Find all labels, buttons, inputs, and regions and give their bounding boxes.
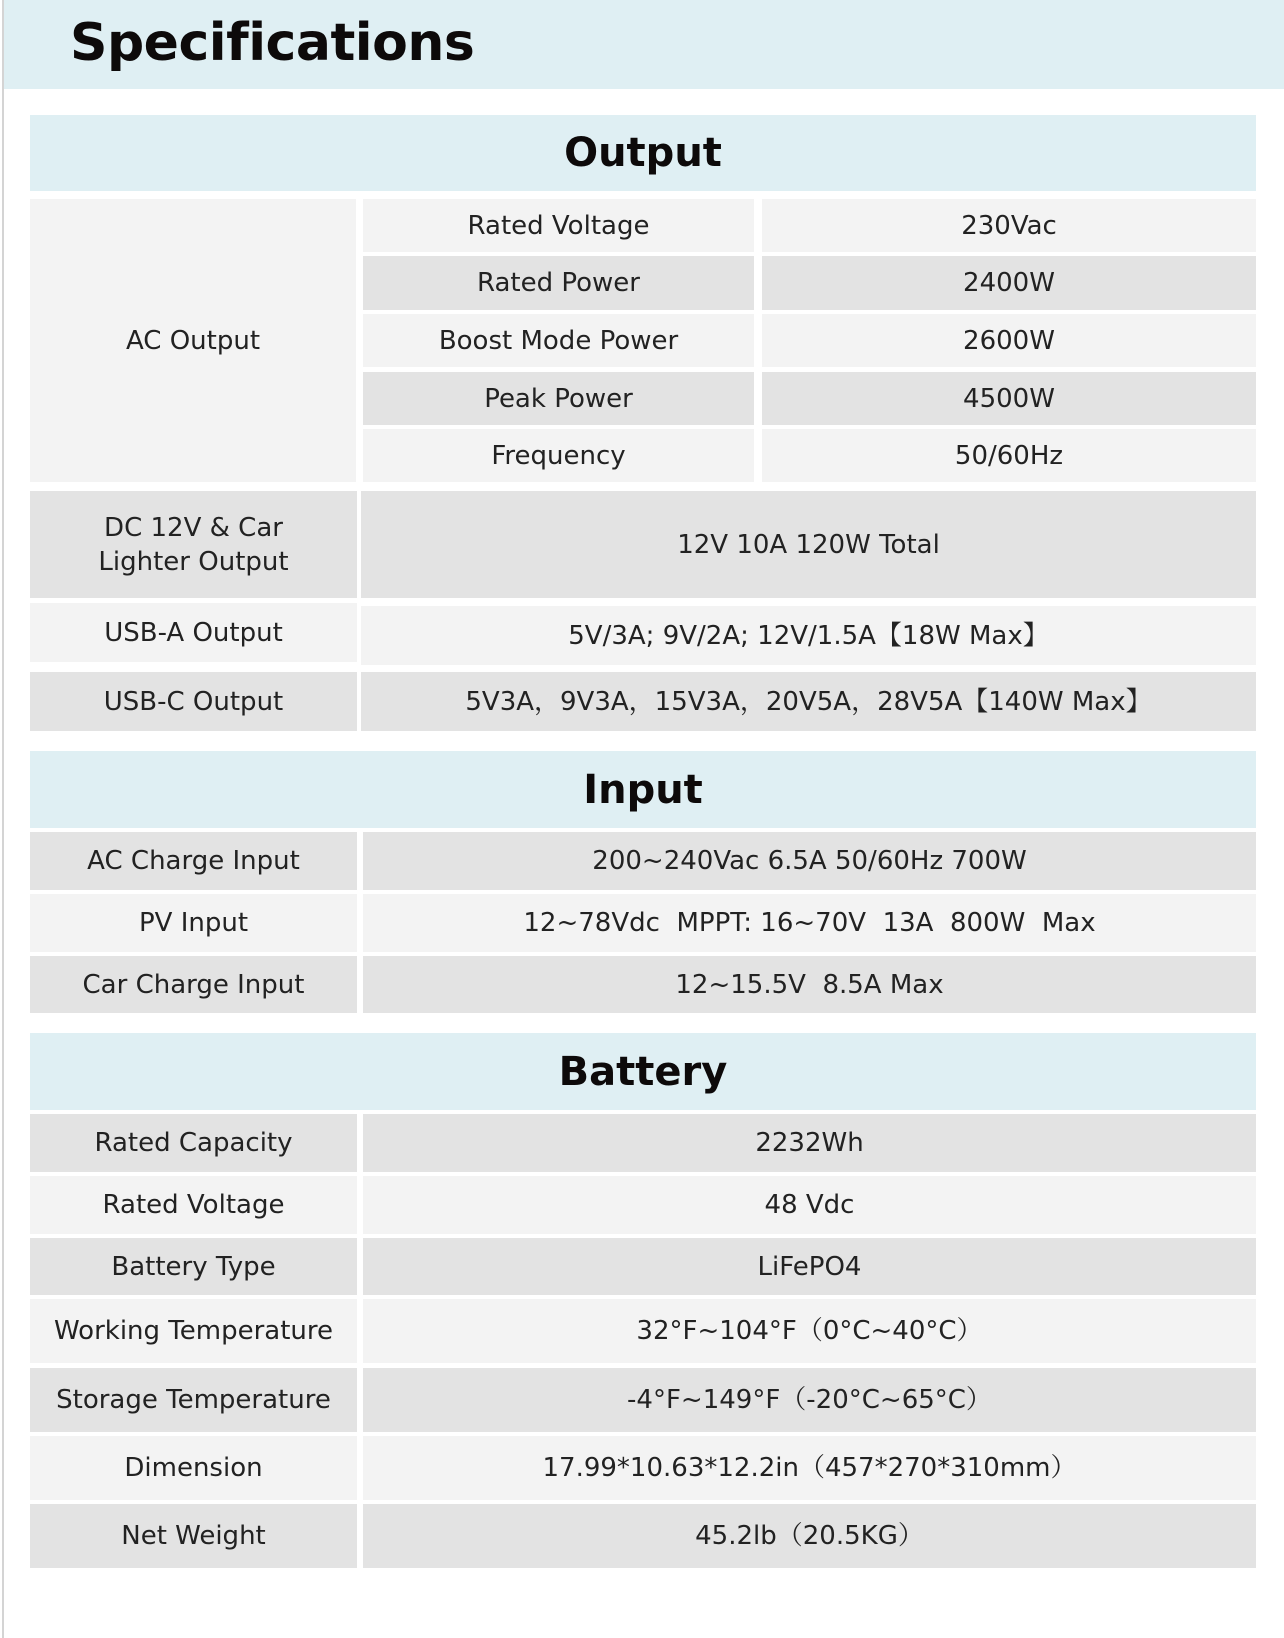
spec-label: Rated Capacity (30, 1114, 357, 1172)
ac-row-value: 2400W (762, 256, 1256, 310)
ac-row-value: 2600W (762, 314, 1256, 367)
spec-label: AC Charge Input (30, 832, 357, 890)
spec-label: Working Temperature (30, 1299, 357, 1363)
spec-value: 5V/3A; 9V/2A; 12V/1.5A【18W Max】 (361, 606, 1256, 665)
spec-value: 17.99*10.63*12.2in（457*270*310mm） (363, 1436, 1256, 1500)
spec-value: 2232Wh (363, 1114, 1256, 1172)
ac-row-value: 50/60Hz (762, 429, 1256, 482)
ac-row-name: Peak Power (363, 372, 754, 425)
spec-value: 12V 10A 120W Total (361, 491, 1256, 598)
ac-row-value: 230Vac (762, 199, 1256, 252)
spec-value: LiFePO4 (363, 1238, 1256, 1295)
spec-label: Rated Voltage (30, 1176, 357, 1234)
section-heading-input: Input (30, 751, 1256, 828)
spec-label: Battery Type (30, 1238, 357, 1295)
spec-value: 48 Vdc (363, 1176, 1256, 1234)
spec-value: 12~78Vdc MPPT: 16~70V 13A 800W Max (363, 894, 1256, 952)
spec-value: 5V3A，9V3A，15V3A，20V5A，28V5A【140W Max】 (361, 672, 1256, 731)
ac-row-name: Rated Voltage (363, 199, 754, 252)
spec-label: Net Weight (30, 1504, 357, 1568)
spec-value: 12~15.5V 8.5A Max (363, 956, 1256, 1013)
spec-label: Car Charge Input (30, 956, 357, 1013)
spec-label: USB-C Output (30, 672, 357, 731)
page-title: Specifications (70, 13, 475, 73)
spec-label: Dimension (30, 1436, 357, 1500)
ac-row-name: Frequency (363, 429, 754, 482)
spec-label: PV Input (30, 894, 357, 952)
spec-label: Storage Temperature (30, 1368, 357, 1432)
spec-label: DC 12V & Car Lighter Output (30, 491, 357, 598)
ac-row-value: 4500W (762, 372, 1256, 425)
ac-row-name: Boost Mode Power (363, 314, 754, 367)
spec-value: 32°F~104°F（0°C~40°C） (363, 1299, 1256, 1363)
spec-value: 200~240Vac 6.5A 50/60Hz 700W (363, 832, 1256, 890)
section-heading-battery: Battery (30, 1033, 1256, 1110)
ac-row-name: Rated Power (363, 256, 754, 310)
spec-value: -4°F~149°F（-20°C~65°C） (363, 1368, 1256, 1432)
spec-label: USB-A Output (30, 603, 357, 662)
spec-value: 45.2lb（20.5KG） (363, 1504, 1256, 1568)
ac-output-label: AC Output (30, 199, 356, 482)
section-heading-output: Output (30, 115, 1256, 191)
page-left-border (2, 0, 4, 1638)
